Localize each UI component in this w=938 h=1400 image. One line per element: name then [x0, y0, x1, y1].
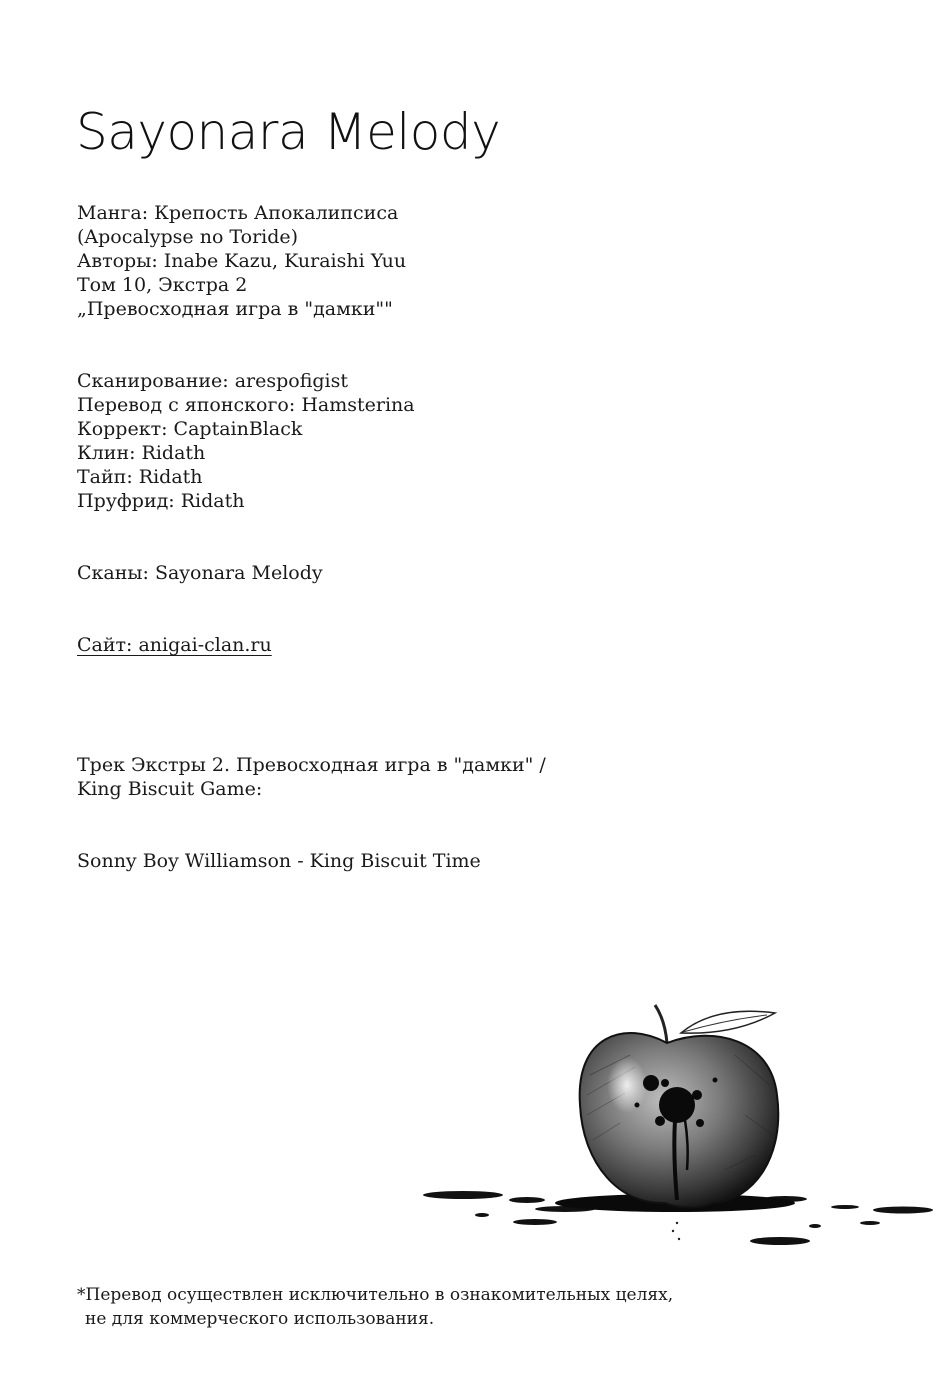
track-line: Трек Экстры 2. Превосходная игра в "дамки" /: [77, 754, 546, 776]
scans-line: Сканы: Sayonara Melody: [77, 562, 323, 584]
disclaimer-line: не для коммерческого использования.: [85, 1309, 435, 1329]
credit-line: Коррект: CaptainBlack: [77, 418, 303, 440]
manga-line: Том 10, Экстра 2: [77, 274, 248, 296]
disclaimer-line: *Перевод осуществлен исключительно в ознакомительных целях,: [77, 1285, 674, 1305]
credit-line: Сканирование: arespofigist: [77, 370, 349, 392]
apple-illustration: [415, 995, 938, 1255]
song-line: Sonny Boy Williamson - King Biscuit Time: [77, 850, 481, 872]
manga-line: (Apocalypse no Toride): [77, 226, 299, 248]
credit-line: Тайп: Ridath: [77, 466, 203, 488]
disclaimer: [77, 1283, 673, 1331]
site-link[interactable]: Сайт: anigai-clan.ru: [77, 634, 272, 656]
credit-line: Перевод с японского: Hamsterina: [77, 394, 415, 416]
credit-line: Клин: Ridath: [77, 442, 206, 464]
manga-line: Авторы: Inabe Kazu, Kuraishi Yuu: [77, 250, 407, 272]
credits: [77, 369, 415, 513]
page-title: Sayonara Melody: [76, 103, 501, 161]
manga-info: [77, 201, 406, 321]
manga-line: Манга: Крепость Апокалипсиса: [77, 202, 399, 224]
track-info: [77, 753, 546, 801]
track-line: King Biscuit Game:: [77, 778, 263, 800]
manga-line: „Превосходная игра в "дамки"": [77, 298, 393, 320]
credit-line: Пруфрид: Ridath: [77, 490, 245, 512]
